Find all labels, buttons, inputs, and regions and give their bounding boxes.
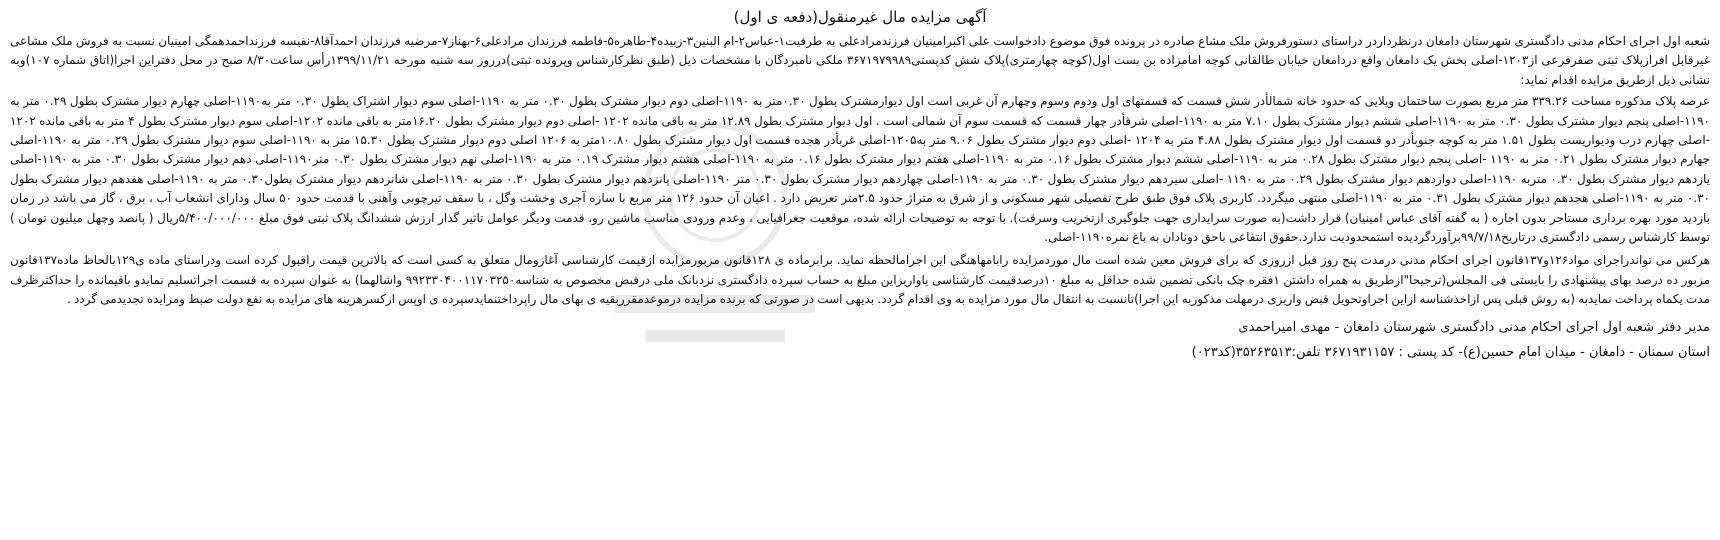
signature-line: مدیر دفتر شعبه اول اجرای احکام مدنی دادگستری شهرستان دامغان - مهدی امیراحمدی	[1238, 319, 1710, 335]
property-description-paragraph: عرصه پلاک مذکوره مساحت ۳۳۹.۲۶ متر مربع بصورت ساختمان ویلایی که حدود خانه شمالأدر شش قسمت که قسمتهای اول ودوم وسوم وچهارم آن غربی است اول دیوارمشترک بطول ۰.۳۰متر به ۱۱۹۰-اصلی دوم دیوار مشترک بطول ۰.۳۰ متر به ۱۱۹۰-اصلی سوم دیوار اشتراک بطول ۰.۳۰ متر به۱۱۹۰-اصلی چهارم دیوار مشترک بطول ۰.۲۹ متر به ۱۱۹۰-اصلی پنجم دیوار مشترک بطول ۰.۳۰ متر به ۱۱۹۰-اصلی ششم دیوار مشترک بطول ۷.۱۰ متر به ۱۱۹۰-اصلی شرقأدر چهار قسمت که قسمت سوم آن شمالی است . اول دیوار مشترک بطول ۱۲.۸۹ متر به باقی مانده ۱۲۰۲ -اصلی دوم دیوار مشترک بطول ۱۶.۲۰متر به باقی مانده ۱۲۰۲-اصلی سوم دیوار مشترک بطول ۴ متر به باقی مانده ۱۲۰۲ -اصلی چهارم درب ودیواریست بطول ۱.۵۱ متر به کوچه جنوبأدر دو قسمت اول دیوار مشترک بطول ۴.۸۸ متر به ۱۲۰۴ -اصلی دوم دیوار مشترک بطول ۹.۰۶ متر به۱۲۰۵-اصلی غربأدر هجده قسمت اول دیوار مشترک بطول ۱۰.۸۰متر به ۱۲۰۶ اصلی دوم دیوار مشترک بطول ۱۵.۳۰ متر به ۱۱۹۰-اصلی سوم دیوار مشترک بطول ۰.۲۹ متر به ۱۱۹۰-اصلی چهارم دیوار مشترک بطول ۰.۲۱ متر به ۱۱۹۰ -اصلی پنجم دیوار مشترک بطول ۰.۲۸ متر به ۱۱۹۰-اصلی ششم دیوار مشترک بطول ۰.۱۶ متر به ۱۱۹۰-اصلی هفتم دیوار مشترک بطول ۰.۱۶ متر به ۱۱۹۰-اصلی هشتم دیوار مشترک ۰.۱۹ متر به ۱۱۹۰-اصلی نهم دیوار مشترک بطول ۰.۳۰ متر۱۱۹۰-اصلی دهم دیوار مشترک بطول ۰.۳۰ متر به ۱۱۹۰-اصلی یازدهم دیوار مشترک بطول ۰.۳۰ متربه ۱۱۹۰-اصلی دوازدهم دیوار مشترک بطول ۰.۲۹ متر به ۱۱۹۰ -اصلی سیزدهم دیوار مشترک بطول ۰.۳۰ متر به ۱۱۹۰-اصلی چهاردهم دیوار مشترک بطول ۰.۳۰ متر ۱۱۹۰-اصلی پانزدهم دیوار مشترک بطول ۰.۳۰ متر به ۱۱۹۰-اصلی شانزدهم دیوار مشترک بطول۰.۳۰ متر به ۱۱۹۰-اصلی هفدهم دیوار مشترک بطول ۰.۳۰ متر به ۱۱۹۰-اصلی هجدهم دیوار مشترک بطول ۰.۳۱ متر به ۱۱۹۰-اصلی منتهی میگردد. کاربری پلاک فوق طبق طرح تفصیلی شهر مسکونی و از شرق به متراژ حدود ۲.۵متر تعریض دارد . اعیان آن حدود ۱۲۶ متر مربع با سازه آجری وخشت وگل ، با سقف تیرچوبی وآهنی با قدمت حدود ۵۰ سال ودارای انشعاب آب ، برق ، گاز می باشد در زمان بازدید مورد بهره برداری مستاجر بدون اجاره ( به گفته آقای عباس امینیان) قرار داشت(به صورت سرایداری جهت جلوگیری ازتخریب وسرقت). با توجه به توضیحات ارائه شده، موقعیت جغرافیایی ، وعدم ورودی مناسب ماشین رو، قدمت ودیگر عوامل تاثیر گذار ارزش ششدانگ پلاک ثبتی فوق مبلغ ۵/۴۰۰/۰۰۰/۰۰۰ریال ( پانصد وچهل میلیون تومان ) توسط کارشناس رسمی دادگستری درتاریخ۹۹/۷/۱۸برآوردگردیده استمحدودیت ندارد.حقوق انتفاعی باحق دونادان به باغ نمره۱۱۹۰-اصلی.	[10, 94, 1711, 245]
notice-title: آگهی مزایده مال غیرمنقول(دفعه ی اول)	[733, 8, 987, 26]
address-line: استان سمنان - دامغان - میدان امام حسین(ع)- کد پستی : ۳۶۷۱۹۳۱۱۵۷ تلفن:۳۵۲۶۳۵۱۳(کد۰۲۳)	[1191, 344, 1710, 360]
auction-terms-paragraph: هرکس می تواندراجرای مواد۱۲۶و۱۳۷قانون اجرای احکام مدنی درمدت پنج روز قبل ازروزی که برای فروش معین شده است مال موردمزایده رابامهاهنگی این اجرامالحظه نماید. برابرماده ی ۱۲۸قانون مزبورمزایده ازقیمت کارشناسی آغازومال متعلق به کسی است که بالاترین قیمت راقبول کرده است ودراستای ماده ی۱۲۹بالحاظ ماده۱۳۷قانون مزبور ده درصد بهای پیشنهادی را بایستی فی المجلس(ترجیحا"ازطریق به همراه داشتن ۱فقره چک بانکی تضمین شده حداقل به مبلغ ۱۰درصدقیمت کارشناسی یاواریزاین مبلغ به حساب سپرده دادگستری نزدبانک ملی درقبض مخصوص به شناسه۹۹۲۳۳۰۴۰۰۱۱۷۰۳۲۵۰ واشالهما) به عنوان سپرده به قسمت اجراتسلیم نمایدو باقیمانده را حداکثرظرف مدت یکماه پرداخت نمایدبه (به روش قبلی پس ازاخذشناسه ازاین اجراوتحویل قبض واریزی درمهلت مذکوربه این اجرا)تانسبت به انتقال مال مورد مزایده به وی اقدام گردد. بدیهی است در صورتی که برنده مزایده درموعدمقرربقیه ی بهای مال راپرداختنمایدسپرده ی اوپس ازکسرهزینه های مزایده به نفع دولت ضبط ومزایده تجدیدمی گردد .	[10, 253, 1711, 307]
notice-body	[10, 32, 1710, 364]
intro-paragraph: شعبه اول اجرای احکام مدنی دادگستری شهرستان دامغان درنظرداردر دراستای دستورفروش ملک مشاع صادره در پرونده فوق موضوع دادخواست علی اکبرامینیان فرزندمرادعلی به طرفیت۱-عباس۲-ام البنین۳-زبیده۴-طاهره۵-فاطمه فرزندان مرادعلی۶-بهناز۷-مرضیه فرزندان احمدآقا۸-نفیسه فرزنداحمدهمگی امینیان نسبت به فروش ملک مشاعی غیرقابل افرازپلاک ثبتی صفرفرعی از۱۲۰۳-اصلی بخش یک دامغان واقع دردامغان خیابان طالقانی کوچه امامزاده بن بست اول(کوچه چهارمتری)پلاک شش کدپستی۳۶۷۱۹۷۹۹۸۹ ملکی نامبردگان با مشخصات ذیل (طبق نظرکارشناس وپرونده ثبتی)درروز سه شنبه مورخه ۱۳۹۹/۱۱/۲۱رأس ساعت۸/۳۰ صبح در محل دفتراین اجرا(اتاق شماره ۱۰۷)وبه نشانی ذیل ازطریق مزایده اقدام نماید:	[10, 34, 1710, 87]
